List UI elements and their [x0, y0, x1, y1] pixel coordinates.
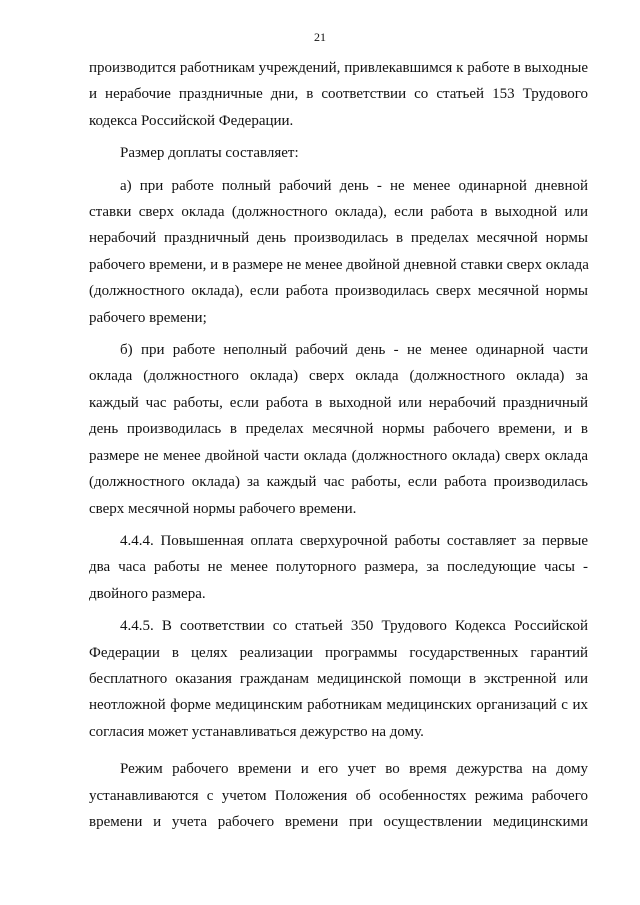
- text-line: (должностного оклада), если работа производилась сверх месячной нормы: [89, 283, 588, 300]
- text-line: согласия может устанавливаться дежурство на дому.: [89, 723, 424, 740]
- text-line: рабочего времени;: [89, 309, 207, 326]
- text-line: ставки сверх оклада (должностного оклада), если работа в выходной или: [89, 204, 588, 221]
- text-line: Федерации в целях реализации программы государственных гарантий: [89, 644, 588, 661]
- paragraph-section-4-4-5: [89, 613, 588, 745]
- text-line: два часа работы не менее полуторного размера, за последующие часы -: [89, 559, 588, 576]
- text-line: и нерабочие праздничные дни, в соответствии со статьей 153 Трудового: [89, 86, 588, 103]
- text-line: неотложной форме медицинским работникам медицинских организаций с их: [89, 697, 588, 714]
- paragraph-item-a: [89, 173, 588, 331]
- text-line: размере не менее двойной части оклада (должностного оклада) сверх оклада: [89, 447, 588, 464]
- text-line: каждый час работы, если работа в выходной или нерабочий праздничный: [89, 394, 588, 411]
- text-line: нерабочий праздничный день производилась в пределах месячной нормы: [89, 230, 588, 247]
- text-line: времени и учета рабочего времени при осуществлении медицинскими: [89, 813, 588, 830]
- text-line: сверх месячной нормы рабочего времени.: [89, 500, 357, 517]
- paragraph-section-4-4-4: [89, 528, 588, 607]
- paragraph-on-call-regime: [89, 756, 588, 835]
- text-line: устанавливаются с учетом Положения об особенностях режима рабочего: [89, 787, 588, 804]
- paragraph-intro: [89, 55, 588, 134]
- page-number: 21: [314, 30, 326, 44]
- text-line: 4.4.5. В соответствии со статьей 350 Трудового Кодекса Российской: [120, 618, 588, 635]
- paragraph-item-b: [89, 337, 588, 522]
- text-line: б) при работе неполный рабочий день - не менее одинарной части: [120, 342, 588, 359]
- text-line: рабочего времени, и в размере не менее двойной дневной ставки сверх оклада: [89, 256, 589, 273]
- text-line: день производилась в пределах месячной нормы рабочего времени, и в: [89, 421, 588, 438]
- text-line: Режим рабочего времени и его учет во время дежурства на дому: [120, 761, 588, 778]
- text-line: двойного размера.: [89, 585, 206, 602]
- text-line: (должностного оклада) за каждый час работы, если работа производилась: [89, 474, 588, 491]
- text-line: производится работникам учреждений, привлекавшимся к работе в выходные: [89, 60, 588, 76]
- text-line: Размер доплаты составляет:: [120, 145, 299, 162]
- document-body: [89, 55, 588, 841]
- paragraph-payment-size: [89, 140, 588, 166]
- text-line: а) при работе полный рабочий день - не менее одинарной дневной: [120, 177, 588, 194]
- text-line: 4.4.4. Повышенная оплата сверхурочной работы составляет за первые: [120, 532, 588, 549]
- text-line: кодекса Российской Федерации.: [89, 112, 294, 129]
- text-line: бесплатного оказания гражданам медицинской помощи в экстренной или: [89, 670, 588, 687]
- text-line: оклада (должностного оклада) сверх оклада (должностного оклада) за: [89, 368, 588, 385]
